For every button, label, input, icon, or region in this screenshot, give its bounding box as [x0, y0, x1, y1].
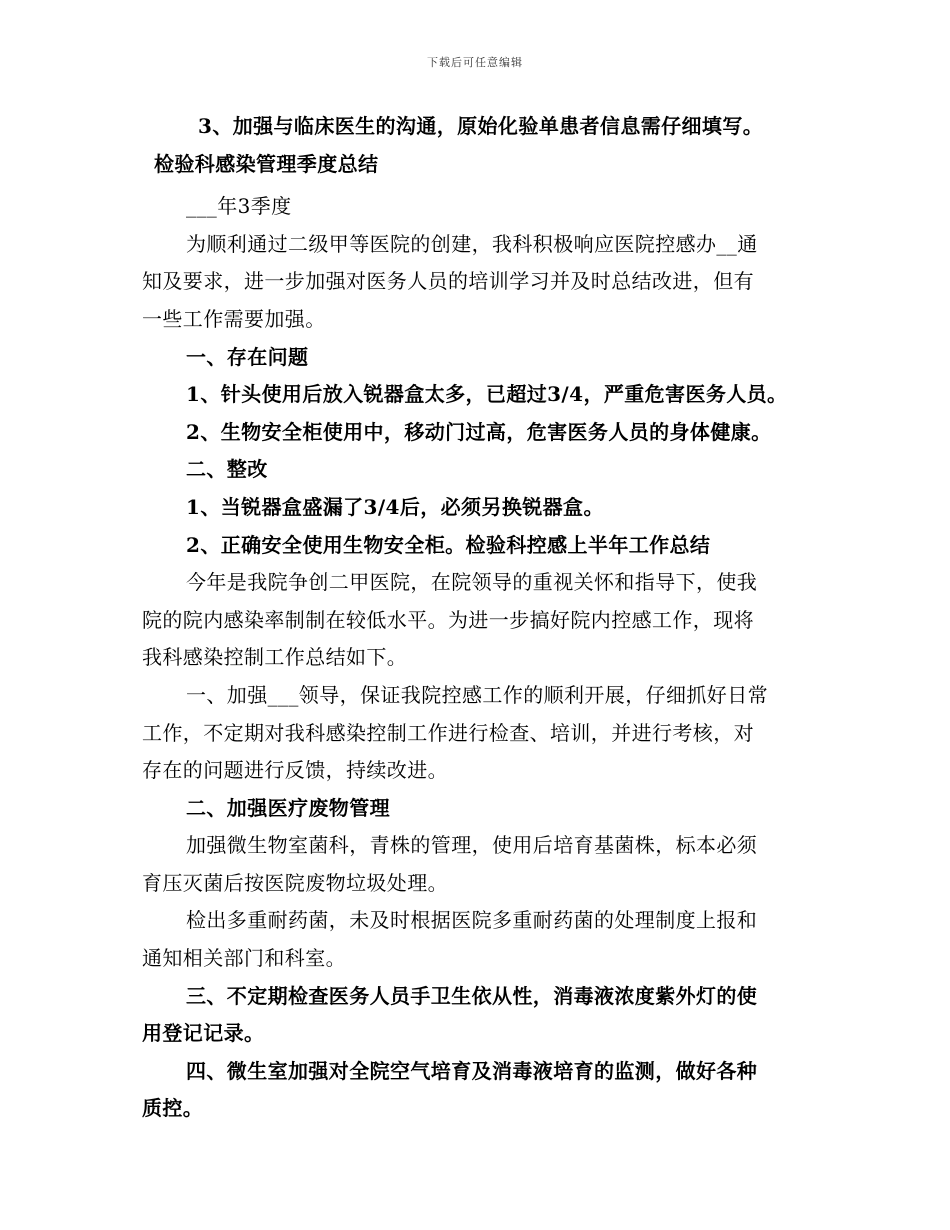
heading-microbiology-line-1: 四、微生室加强对全院空气培育及消毒液培育的监测，做好各种: [186, 1058, 758, 1083]
rectification-item-1: 1、当锐器盒盛漏了3/4后，必须另换锐器盒。: [186, 494, 604, 519]
mdr-paragraph-line-1: 检出多重耐药菌，未及时根据医院多重耐药菌的处理制度上报和: [186, 908, 758, 933]
half-year-paragraph-line-2: 院的院内感染率制制在较低水平。为进一步搞好院内控感工作，现将: [142, 607, 754, 632]
leadership-paragraph-line-1: 一、加强___领导，保证我院控感工作的顺利开展，仔细抓好日常: [186, 682, 768, 707]
mdr-paragraph-line-2: 通知相关部门和科室。: [142, 946, 346, 971]
half-year-paragraph-line-3: 我科感染控制工作总结如下。: [142, 645, 408, 670]
heading-hand-hygiene-line-1: 三、不定期检查医务人员手卫生依从性，消毒液浓度紫外灯的使: [186, 983, 758, 1008]
document-body: [142, 108, 812, 1128]
quarter-label: ___年3季度: [186, 194, 292, 219]
intro-paragraph-line-2: 知及要求，进一步加强对医务人员的培训学习并及时总结改进，但有: [142, 269, 754, 294]
header-note: 下载后可任意编辑: [427, 56, 523, 69]
problem-item-2: 2、生物安全柜使用中，移动门过高，危害医务人员的身体健康。: [186, 419, 772, 444]
intro-paragraph-line-1: 为顺利通过二级甲等医院的创建，我科积极响应医院控感办__通: [186, 231, 758, 256]
waste-paragraph-line-1: 加强微生物室菌科，青株的管理，使用后培育基菌株，标本必须: [186, 833, 758, 858]
heading-medical-waste: 二、加强医疗废物管理: [186, 795, 390, 820]
problem-item-1: 1、针头使用后放入锐器盒太多，已超过3/4，严重危害医务人员。: [186, 382, 788, 407]
rectification-item-2: 2、正确安全使用生物安全柜。检验科控感上半年工作总结: [186, 532, 711, 557]
heading-hand-hygiene-line-2: 用登记记录。: [142, 1021, 265, 1046]
heading-rectification: 二、整改: [186, 457, 268, 482]
heading-existing-problems: 一、存在问题: [186, 344, 309, 369]
leadership-paragraph-line-3: 存在的问题进行反馈，持续改进。: [142, 758, 448, 783]
section-title-quarterly-summary: 检验科感染管理季度总结: [154, 151, 379, 176]
intro-paragraph-line-3: 一些工作需要加强。: [142, 306, 326, 331]
leadership-paragraph-line-2: 工作，不定期对我科感染控制工作进行检查、培训，并进行考核，对: [142, 720, 754, 745]
waste-paragraph-line-2: 育压灭菌后按医院废物垃圾处理。: [142, 870, 448, 895]
half-year-paragraph-line-1: 今年是我院争创二甲医院，在院领导的重视关怀和指导下，使我: [186, 570, 758, 595]
item-3-communication: 3、加强与临床医生的沟通，原始化验单患者信息需仔细填写。: [198, 114, 764, 138]
heading-microbiology-line-2: 质控。: [142, 1096, 204, 1121]
